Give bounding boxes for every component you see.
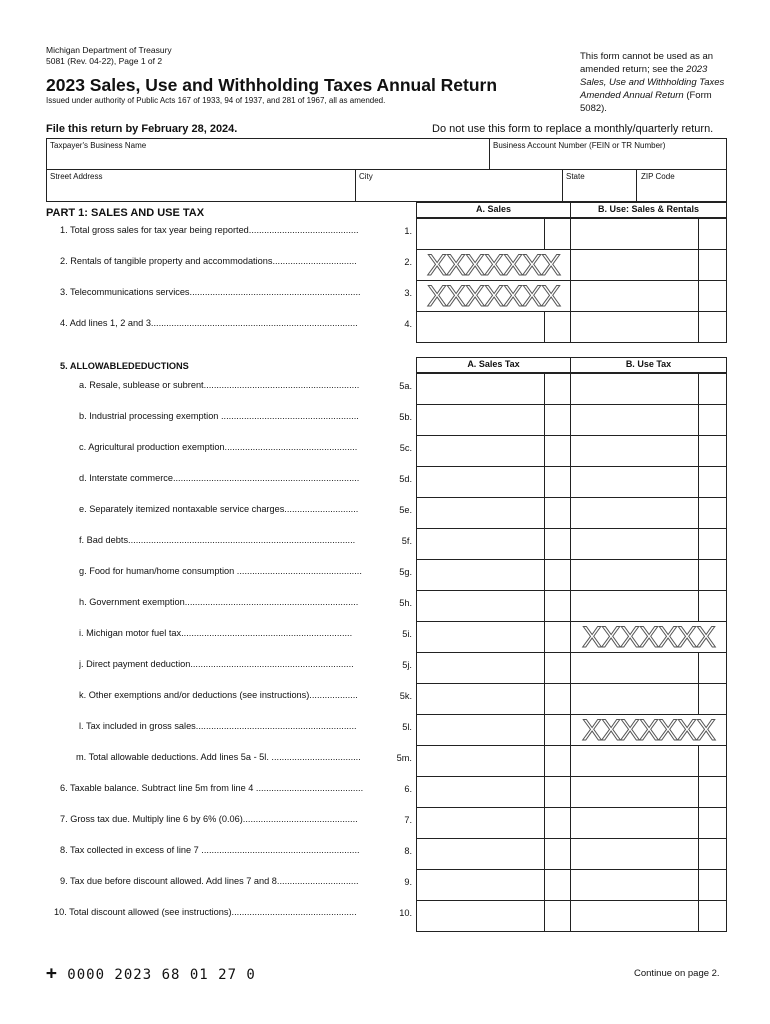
line-1-col-b-cents[interactable]: [698, 218, 727, 250]
line-6-col-b-dollars[interactable]: [570, 776, 699, 808]
line-5h-label: h. Government exemption....................................................................: [79, 597, 359, 607]
part1-title: PART 1: SALES AND USE TAX: [46, 207, 205, 219]
line-5e-col-a-cents[interactable]: [544, 497, 571, 529]
line-5b-col-a-cents[interactable]: [544, 404, 571, 436]
line-5c-col-a-cents[interactable]: [544, 435, 571, 467]
line-9-col-a-cents[interactable]: [544, 869, 571, 901]
line-6-label: 6. Taxable balance. Subtract line 5m from line 4 ..........................................: [60, 783, 364, 793]
form-title: 2023 Sales, Use and Withholding Taxes Annual Return: [46, 75, 498, 95]
line-5m-col-b-cents[interactable]: [698, 745, 727, 777]
line-5a-col-b-dollars[interactable]: [570, 373, 699, 405]
line-1-col-a-dollars[interactable]: [416, 218, 545, 250]
line-8-col-b-dollars[interactable]: [570, 838, 699, 870]
deductions-title: 5. ALLOWABLEDEDUCTIONS: [60, 361, 189, 371]
line-2-col-b-dollars[interactable]: [570, 249, 699, 281]
line-1-label: 1. Total gross sales for tax year being reported...........................................: [60, 225, 359, 235]
line-5b-col-b-dollars[interactable]: [570, 404, 699, 436]
line-5j-col-a-cents[interactable]: [544, 652, 571, 684]
line-5m-col-b-dollars[interactable]: [570, 745, 699, 777]
line-5b-col-b-cents[interactable]: [698, 404, 727, 436]
line-5m-number: 5m.: [396, 753, 412, 763]
city-label: City: [359, 172, 373, 181]
line-1-col-b-dollars[interactable]: [570, 218, 699, 250]
line-8-label: 8. Tax collected in excess of line 7 ..............................................................: [60, 845, 360, 855]
line-5m-col-a-dollars[interactable]: [416, 745, 545, 777]
line-5k-col-b-cents[interactable]: [698, 683, 727, 715]
line-5j-col-b-dollars[interactable]: [570, 652, 699, 684]
line-5d-number: 5d.: [399, 474, 412, 484]
department-name: Michigan Department of Treasury: [46, 45, 172, 55]
line-5k-number: 5k.: [399, 691, 412, 701]
line-5f-number: 5f.: [401, 536, 412, 546]
line-5d-col-b-cents[interactable]: [698, 466, 727, 498]
line-5a-col-a-cents[interactable]: [544, 373, 571, 405]
line-5e-col-b-cents[interactable]: [698, 497, 727, 529]
line-9-number: 9.: [404, 877, 412, 887]
line-5f-col-a-dollars[interactable]: [416, 528, 545, 560]
line-5e-number: 5e.: [399, 505, 412, 515]
line-5l-number: 5l.: [402, 722, 412, 732]
business-name-input[interactable]: [50, 153, 480, 167]
line-4-number: 4.: [404, 319, 412, 329]
line-1-col-a-cents[interactable]: [544, 218, 571, 250]
city-input[interactable]: [359, 185, 557, 199]
line-9-col-b-cents[interactable]: [698, 869, 727, 901]
state-input[interactable]: [566, 185, 632, 199]
line-5j-col-a-dollars[interactable]: [416, 652, 545, 684]
line-8-col-a-cents[interactable]: [544, 838, 571, 870]
do-not-use-note: Do not use this form to replace a monthly/quarterly return.: [432, 123, 714, 135]
line-5h-number: 5h.: [399, 598, 412, 608]
line-5d-col-b-dollars[interactable]: [570, 466, 699, 498]
line-3-col-b-cents[interactable]: [698, 280, 727, 312]
line-7-col-b-cents[interactable]: [698, 807, 727, 839]
line-8-number: 8.: [404, 846, 412, 856]
col-b-use-header: B. Use: Sales & Rentals: [570, 202, 727, 218]
line-6-col-b-cents[interactable]: [698, 776, 727, 808]
line-5l-col-b-blocked: XXXXXXX: [570, 714, 727, 746]
line-5i-col-a-dollars[interactable]: [416, 621, 545, 653]
line-10-col-b-cents[interactable]: [698, 900, 727, 932]
line-5j-label: j. Direct payment deduction................................................................: [79, 659, 354, 669]
line-5a-col-a-dollars[interactable]: [416, 373, 545, 405]
state-label: State: [566, 172, 585, 181]
line-5k-col-a-dollars[interactable]: [416, 683, 545, 715]
line-5l-col-a-cents[interactable]: [544, 714, 571, 746]
line-10-col-a-cents[interactable]: [544, 900, 571, 932]
note-text: This form cannot be used as an amended return; see the: [580, 51, 714, 75]
line-6-number: 6.: [404, 784, 412, 794]
plus-mark: +: [46, 963, 58, 984]
line-5i-number: 5i.: [402, 629, 412, 639]
line-6-col-a-dollars[interactable]: [416, 776, 545, 808]
line-4-col-b-cents[interactable]: [698, 311, 727, 343]
line-3-number: 3.: [404, 288, 412, 298]
line-2-col-a-blocked: XXXXXXX: [416, 249, 571, 281]
line-8-col-a-dollars[interactable]: [416, 838, 545, 870]
line-10-label: 10. Total discount allowed (see instructions).................................................: [54, 907, 357, 917]
line-1-number: 1.: [404, 226, 412, 236]
line-5g-col-a-cents[interactable]: [544, 559, 571, 591]
line-5e-col-b-dollars[interactable]: [570, 497, 699, 529]
line-5g-col-b-cents[interactable]: [698, 559, 727, 591]
line-4-col-a-dollars[interactable]: [416, 311, 545, 343]
line-5d-col-a-cents[interactable]: [544, 466, 571, 498]
line-10-col-a-dollars[interactable]: [416, 900, 545, 932]
line-2-number: 2.: [404, 257, 412, 267]
line-5f-col-b-dollars[interactable]: [570, 528, 699, 560]
line-5k-col-a-cents[interactable]: [544, 683, 571, 715]
line-5j-col-b-cents[interactable]: [698, 652, 727, 684]
line-3-label: 3. Telecommunications services...................................................................: [60, 287, 361, 297]
line-5a-number: 5a.: [399, 381, 412, 391]
line-10-col-b-dollars[interactable]: [570, 900, 699, 932]
line-5e-col-a-dollars[interactable]: [416, 497, 545, 529]
form-revision: 5081 (Rev. 04-22), Page 1 of 2: [46, 56, 163, 66]
col-a-sales-header: A. Sales: [416, 202, 571, 218]
line-5f-col-a-cents[interactable]: [544, 528, 571, 560]
line-5f-col-b-cents[interactable]: [698, 528, 727, 560]
form-header-info: [46, 45, 172, 67]
line-5a-col-b-cents[interactable]: [698, 373, 727, 405]
line-5g-col-a-dollars[interactable]: [416, 559, 545, 591]
col-a-sales-tax-header: A. Sales Tax: [416, 357, 571, 373]
line-5h-col-a-dollars[interactable]: [416, 590, 545, 622]
line-3-col-b-dollars[interactable]: [570, 280, 699, 312]
col-b-use-tax-header: B. Use Tax: [570, 357, 727, 373]
line-6-col-a-cents[interactable]: [544, 776, 571, 808]
line-7-number: 7.: [404, 815, 412, 825]
line-5d-col-a-dollars[interactable]: [416, 466, 545, 498]
business-name-label: Taxpayer's Business Name: [50, 141, 147, 150]
line-5h-col-b-dollars[interactable]: [570, 590, 699, 622]
line-10-number: 10.: [399, 908, 412, 918]
line-7-col-a-dollars[interactable]: [416, 807, 545, 839]
line-5h-col-b-cents[interactable]: [698, 590, 727, 622]
authority-text: Issued under authority of Public Acts 167 of 1933, 94 of 1937, and 281 of 1967, all as amended.: [46, 96, 386, 105]
line-5c-label: c. Agricultural production exemption....................................................: [79, 442, 358, 452]
line-7-col-a-cents[interactable]: [544, 807, 571, 839]
line-5j-number: 5j.: [402, 660, 412, 670]
line-5m-label: m. Total allowable deductions. Add lines 5a - 5l. ...................................: [76, 752, 361, 762]
line-3-col-a-blocked: XXXXXXX: [416, 280, 571, 312]
street-input[interactable]: [50, 185, 350, 199]
line-5e-label: e. Separately itemized nontaxable service charges.............................: [79, 504, 359, 514]
line-5k-col-b-dollars[interactable]: [570, 683, 699, 715]
line-2-col-b-cents[interactable]: [698, 249, 727, 281]
note-italic: 2023 Sales, Use and Withholding Taxes Amended Annual Return: [580, 64, 725, 101]
line-5a-label: a. Resale, sublease or subrent.............................................................: [79, 380, 360, 390]
line-5d-label: d. Interstate commerce.........................................................................: [79, 473, 360, 483]
line-5m-col-a-cents[interactable]: [544, 745, 571, 777]
line-5b-label: b. Industrial processing exemption ......................................................: [79, 411, 359, 421]
line-5c-col-a-dollars[interactable]: [416, 435, 545, 467]
file-by-date: File this return by February 28, 2024.: [46, 123, 238, 135]
line-5i-label: i. Michigan motor fuel tax...................................................................: [79, 628, 353, 638]
line-9-label: 9. Tax due before discount allowed. Add lines 7 and 8................................: [60, 876, 359, 886]
line-5g-col-b-dollars[interactable]: [570, 559, 699, 591]
line-5k-label: k. Other exemptions and/or deductions (see instructions)...................: [79, 690, 358, 700]
note-form: (Form 5082).: [580, 90, 712, 114]
line-5b-col-a-dollars[interactable]: [416, 404, 545, 436]
account-number-input[interactable]: [493, 153, 721, 167]
line-5g-label: g. Food for human/home consumption .................................................: [79, 566, 362, 576]
line-5i-col-b-blocked: XXXXXXX: [570, 621, 727, 653]
line-7-label: 7. Gross tax due. Multiply line 6 by 6% (0.06).............................................: [60, 814, 358, 824]
line-9-col-a-dollars[interactable]: [416, 869, 545, 901]
line-5c-col-b-dollars[interactable]: [570, 435, 699, 467]
line-2-label: 2. Rentals of tangible property and accommodations.................................: [60, 256, 357, 266]
line-5b-number: 5b.: [399, 412, 412, 422]
line-5c-number: 5c.: [399, 443, 412, 453]
line-5l-label: l. Tax included in gross sales...............................................................: [79, 721, 357, 731]
street-label: Street Address: [50, 172, 103, 181]
line-7-col-b-dollars[interactable]: [570, 807, 699, 839]
line-4-label: 4. Add lines 1, 2 and 3.................................................................................: [60, 318, 358, 328]
line-4-col-a-cents[interactable]: [544, 311, 571, 343]
zip-label: ZIP Code: [641, 172, 675, 181]
amended-note: [580, 50, 730, 115]
line-5i-col-a-cents[interactable]: [544, 621, 571, 653]
line-5f-label: f. Bad debts.........................................................................................: [79, 535, 356, 545]
line-4-col-b-dollars[interactable]: [570, 311, 699, 343]
line-5h-col-a-cents[interactable]: [544, 590, 571, 622]
line-5g-number: 5g.: [399, 567, 412, 577]
line-5l-col-a-dollars[interactable]: [416, 714, 545, 746]
line-9-col-b-dollars[interactable]: [570, 869, 699, 901]
form-barcode: [46, 963, 256, 984]
account-number-label: Business Account Number (FEIN or TR Number): [493, 141, 666, 150]
line-8-col-b-cents[interactable]: [698, 838, 727, 870]
line-5c-col-b-cents[interactable]: [698, 435, 727, 467]
continue-note: Continue on page 2.: [634, 968, 720, 979]
zip-input[interactable]: [641, 185, 721, 199]
barcode-digits: 0000 2023 68 01 27 0: [67, 967, 256, 983]
